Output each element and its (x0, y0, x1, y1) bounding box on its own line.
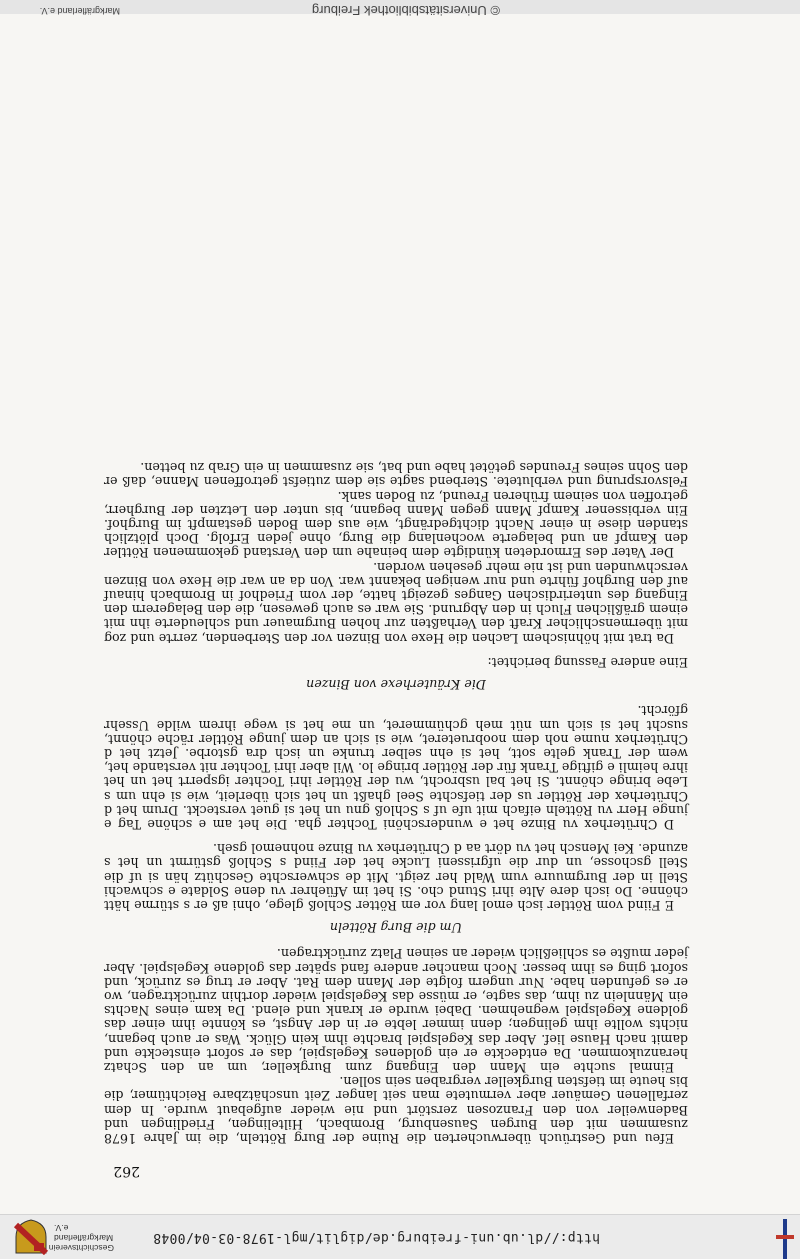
paragraph: Da trat mit höhnischem Lachen die Hexe von Binzen vor den Sterbenden, zerrte und zog mit übermenschlicher Kraft den Verhaßten zur hohen Burgmauer und schleuderte ihn mit einem gräßlichen Fluch in den Abgrund. Sie war es auch gewesen, die den Belagerern den Eingang des unterirdischen Ganges gezeigt hatte, der vom Friedhof in Brombach hinauf auf den Burghof führte und nur wenigen bekannt war. Von da an war die Hexe von Binzen verschwunden und ist nie mehr gesehen worden. (104, 559, 688, 646)
ub-logo-icon (774, 1219, 796, 1259)
section-title: Um die Burg Rötteln (329, 920, 463, 936)
paragraph: Efeu und Gestrüuch überwucherten die Ruine der Burg Rötteln, die im Jahre 1678 zusammen mit den Burgen Sausenburg, Brombach, Hiltelingen, Friedlingen und Badenweiler von den Franzosen zerstört und nie wieder aufgebaut wurde. In dem zerfallenen Gemäuer aber vermutete man seit langer Zeit unschätzbare Reichtümer, die bis heute im tiefsten Burgkeller vergraben sein sollen. (104, 1074, 688, 1146)
paragraph: Felsvorsprung und verblutete. Sterbend sagte sie dem zutiefst getroffenen Manne, daß er den Sohn seines Freundes getötet habe und bat, sie zusammen in ein Grab zu betten. (104, 460, 688, 490)
paragraph: Der Vater des Ermordeten kündigte dem beinahe um den Verstand gekommenen Röttler den Kampf an und belagerte wochenlang die Burg, ohne jeden Erfolg. Doch plötzlich standen diese in einer Nacht dichtgedrängt, wie aus dem Boden gestampft im Burghof. Ein verbissener Kampf Mann gegen Mann begann, bis unter den Letzten der Burgherr, getroffen von seinem früheren Freund, zu Boden sank. (104, 488, 688, 561)
header-band (0, 1214, 800, 1259)
document-url[interactable]: http://dl.ub.uni-freiburg.de/diglit/mgl-1978-03-04/0048 (153, 1230, 600, 1245)
page-body (104, 460, 688, 1145)
paragraph: E Fiind vom Röttler isch emol lang vor em Rötter Schloß glege, ohni aß er s stürme hätt chönne. Do isch dere Alte ihri Stund cho. Si het im Afüehrer vu dene Soldate e schwachi Stell in der Burgmuure vum Wald her zeigt. Mit de schwerschte Geschütz hän si uf die Stell gschosse, un dur die ufgrisseni Lucke het der Fiind s Schloß gstürmt un het s azunde. Kei Mensch het vu dört aa d Chrüterhex vu Binze nohnemol gseh. (104, 841, 688, 913)
footer-copyright: © Universitätsbibliothek Freiburg (311, 3, 500, 18)
paragraph: D Chrüterhex vu Binze het e wunderschöni Tochter gha. Die het am e schöne Tag e junge Herr vu Rötteln eifach mit ufe uf s Schloß gnu un het si guet versteckt. Drum het d Chrüterhex der Röttler us der tiefschte Seel ghaßt un het sich überleit, wie si ehn um s Lebe bringe chönnt. Si het bal usbrocht, wu der Röttler ihri Tochter igsperrt het un het ihre heimli e giftige Trank für der Röttler bringe lo. Wil aber ihri Tochter nit verstande het, wem der Trank gelte sott, het si ehn selber trunke un isch dra gstorbe. Jetzt het d Chrüterhex nume noh dem noobrueteret, wie si sich an dem junge Röttler räche chönnt, suscht het si sich um nüt meh gchümmeret, un me het si wege ihrem wilde Ussehr gförcht. (104, 703, 688, 832)
footer-club-name: Markgräflerland e.V. (39, 6, 120, 16)
club-name: Geschichtsverein Markgräflerland e.V. (48, 1223, 114, 1253)
paragraph: Einmal suchte ein Mann den Eingang zum Burgkeller, um an den Schatz heranzukommen. Da entdeckte er ein goldenes Kegelspiel, das er sofort einsteckte und damit nach Hause lief. Aber das Kegelspiel brachte ihm kein Glück. Was er auch begann, nichts wollte ihm gelingen; denn immer lebte er in der Angst, es könnte ihm einer das goldene Kegelspiel wegnehmen. Dabei wurde er krank und elend. Da kam eines Nachts ein Männlein zu ihm, das sagte, er müsse das Kegelspiel wieder dorthin zurücktragen, wo er es gefunden habe. Nur ungern folgte der Mann dem Rat. Aber er trug es zurück, und sofort ging es ihm besser. Noch mancher andere fand später das goldene Kegelspiel. Aber jeder mußte es schließlich wieder an seinen Platz zurücktragen. (104, 946, 688, 1075)
section-title: Die Kräuterhexe von Binzen (306, 677, 486, 693)
coat-of-arms-icon (14, 1219, 48, 1255)
paragraph: Eine andere Fassung berichtet: (487, 654, 688, 670)
footer-band (0, 0, 800, 18)
page-number: 262 (113, 1163, 140, 1179)
